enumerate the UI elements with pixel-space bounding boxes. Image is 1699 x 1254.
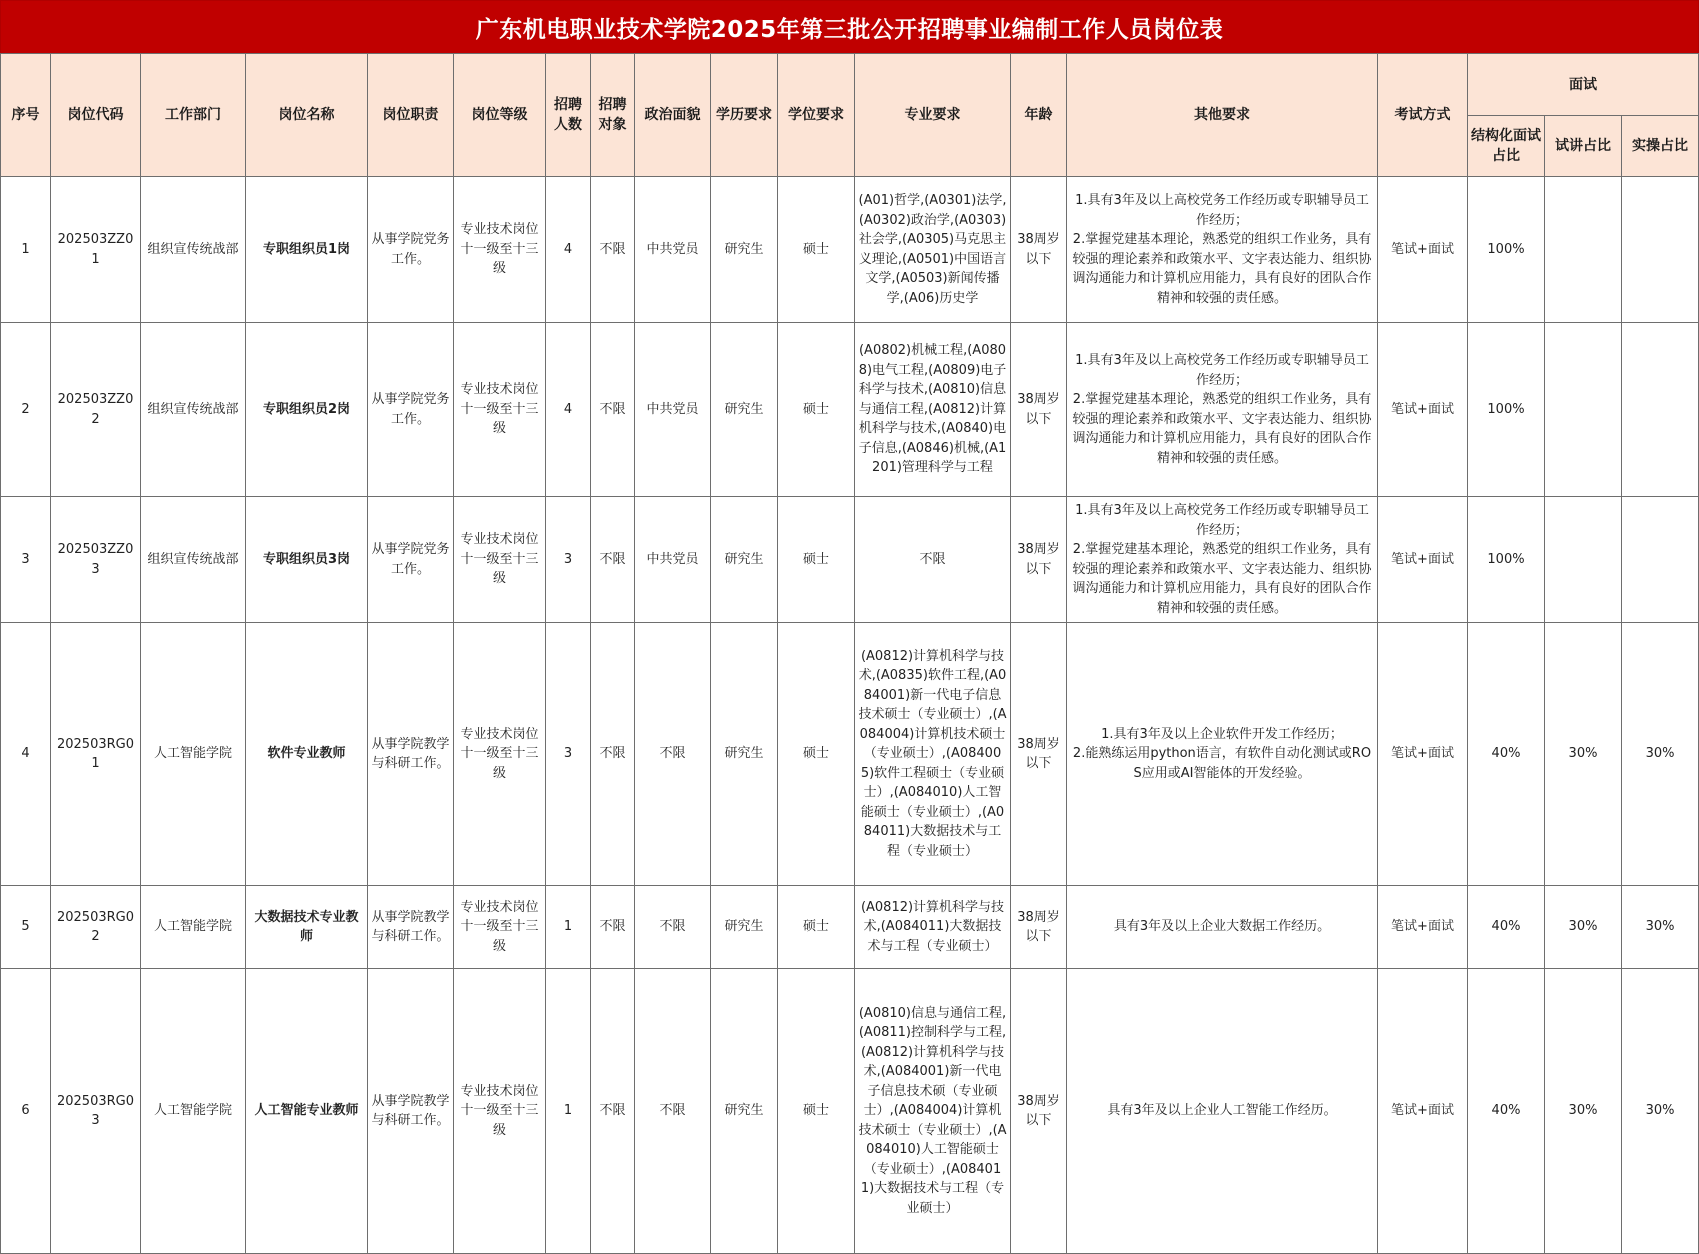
- cell-major: (A0810)信息与通信工程,(A0811)控制科学与工程,(A0812)计算机科学与技术,(A084001)新一代电子信息技术硕（专业硕士）,(A084004)计算机技术硕士（专业硕士）,(A084010)人工智能硕士（专业硕士）,(A084011)大数据技术与工程（专业硕士）: [855, 969, 1011, 1254]
- cell-other: 1.具有3年及以上高校党务工作经历或专职辅导员工作经历； 2.掌握党建基本理论，熟悉党的组织工作业务，具有较强的理论素养和政策水平、文字表达能力、组织协调沟通能力和计算机应用能力，具有良好的团队合作精神和较强的责任感。: [1067, 177, 1378, 323]
- cell-exam: 笔试+面试: [1378, 497, 1468, 623]
- cell-practical: 30%: [1622, 969, 1699, 1254]
- cell-seq: 5: [1, 886, 51, 969]
- cell-structured: 40%: [1468, 623, 1545, 886]
- header-name: 岗位名称: [246, 54, 368, 177]
- cell-seq: 2: [1, 323, 51, 497]
- cell-dept: 组织宣传统战部: [141, 177, 246, 323]
- header-structured: 结构化面试占比: [1468, 116, 1545, 177]
- cell-duty: 从事学院教学与科研工作。: [368, 623, 454, 886]
- cell-code: 202503ZZ02: [51, 323, 141, 497]
- cell-dept: 人工智能学院: [141, 623, 246, 886]
- header-dept: 工作部门: [141, 54, 246, 177]
- cell-lecture: [1545, 323, 1622, 497]
- sheet-title: 广东机电职业技术学院2025年第三批公开招聘事业编制工作人员岗位表: [0, 0, 1699, 54]
- cell-other: 具有3年及以上企业大数据工作经历。: [1067, 886, 1378, 969]
- cell-practical: [1622, 497, 1699, 623]
- cell-target: 不限: [591, 323, 635, 497]
- cell-duty: 从事学院教学与科研工作。: [368, 886, 454, 969]
- cell-politics: 中共党员: [635, 323, 711, 497]
- cell-structured: 100%: [1468, 177, 1545, 323]
- cell-major: (A0802)机械工程,(A0808)电气工程,(A0809)电子科学与技术,(A0810)信息与通信工程,(A0812)计算机科学与技术,(A0840)电子信息,(A0846)机械,(A1201)管理科学与工程: [855, 323, 1011, 497]
- table-row: [1, 969, 1699, 1254]
- cell-degree: 硕士: [778, 177, 855, 323]
- cell-code: 202503RG01: [51, 623, 141, 886]
- table-row: [1, 177, 1699, 323]
- cell-duty: 从事学院党务工作。: [368, 497, 454, 623]
- cell-job-name[interactable]: 大数据技术专业教师: [246, 886, 368, 969]
- cell-seq: 4: [1, 623, 51, 886]
- table-row: [1, 623, 1699, 886]
- header-duty: 岗位职责: [368, 54, 454, 177]
- cell-exam: 笔试+面试: [1378, 886, 1468, 969]
- header-practical: 实操占比: [1622, 116, 1699, 177]
- table-row: [1, 886, 1699, 969]
- cell-job-name[interactable]: 专职组织员1岗: [246, 177, 368, 323]
- cell-practical: [1622, 177, 1699, 323]
- header-age: 年龄: [1011, 54, 1067, 177]
- header-target: 招聘对象: [591, 54, 635, 177]
- cell-education: 研究生: [711, 497, 778, 623]
- cell-degree: 硕士: [778, 886, 855, 969]
- positions-table: [0, 53, 1699, 1254]
- cell-count: 1: [546, 886, 591, 969]
- cell-duty: 从事学院党务工作。: [368, 177, 454, 323]
- cell-dept: 组织宣传统战部: [141, 323, 246, 497]
- cell-structured: 40%: [1468, 886, 1545, 969]
- cell-seq: 1: [1, 177, 51, 323]
- cell-target: 不限: [591, 886, 635, 969]
- cell-degree: 硕士: [778, 969, 855, 1254]
- header-degree: 学位要求: [778, 54, 855, 177]
- cell-structured: 40%: [1468, 969, 1545, 1254]
- cell-lecture: 30%: [1545, 623, 1622, 886]
- cell-lecture: 30%: [1545, 969, 1622, 1254]
- cell-lecture: [1545, 177, 1622, 323]
- cell-seq: 6: [1, 969, 51, 1254]
- cell-dept: 人工智能学院: [141, 886, 246, 969]
- cell-code: 202503RG03: [51, 969, 141, 1254]
- cell-major: (A0812)计算机科学与技术,(A0835)软件工程,(A084001)新一代电子信息技术硕士（专业硕士）,(A084004)计算机技术硕士（专业硕士）,(A084005)软件工程硕士（专业硕士）,(A084010)人工智能硕士（专业硕士）,(A084011)大数据技术与工程（专业硕士）: [855, 623, 1011, 886]
- cell-other: 具有3年及以上企业人工智能工作经历。: [1067, 969, 1378, 1254]
- header-seq: 序号: [1, 54, 51, 177]
- cell-age: 38周岁以下: [1011, 497, 1067, 623]
- header-lecture: 试讲占比: [1545, 116, 1622, 177]
- cell-count: 4: [546, 323, 591, 497]
- cell-practical: [1622, 323, 1699, 497]
- cell-politics: 不限: [635, 969, 711, 1254]
- cell-age: 38周岁以下: [1011, 969, 1067, 1254]
- cell-major: (A0812)计算机科学与技术,(A084011)大数据技术与工程（专业硕士）: [855, 886, 1011, 969]
- cell-job-name[interactable]: 专职组织员2岗: [246, 323, 368, 497]
- cell-job-name[interactable]: 软件专业教师: [246, 623, 368, 886]
- cell-job-name[interactable]: 人工智能专业教师: [246, 969, 368, 1254]
- cell-lecture: 30%: [1545, 886, 1622, 969]
- header-education: 学历要求: [711, 54, 778, 177]
- cell-politics: 中共党员: [635, 177, 711, 323]
- header-politics: 政治面貌: [635, 54, 711, 177]
- cell-structured: 100%: [1468, 497, 1545, 623]
- cell-level: 专业技术岗位十一级至十三级: [454, 623, 546, 886]
- cell-level: 专业技术岗位十一级至十三级: [454, 886, 546, 969]
- cell-practical: 30%: [1622, 886, 1699, 969]
- cell-duty: 从事学院教学与科研工作。: [368, 969, 454, 1254]
- cell-age: 38周岁以下: [1011, 177, 1067, 323]
- cell-age: 38周岁以下: [1011, 886, 1067, 969]
- cell-code: 202503ZZ01: [51, 177, 141, 323]
- header-code: 岗位代码: [51, 54, 141, 177]
- cell-major: (A01)哲学,(A0301)法学,(A0302)政治学,(A0303)社会学,(A0305)马克思主义理论,(A0501)中国语言文学,(A0503)新闻传播学,(A06)历史学: [855, 177, 1011, 323]
- cell-count: 3: [546, 497, 591, 623]
- cell-target: 不限: [591, 623, 635, 886]
- cell-other: 1.具有3年及以上企业软件开发工作经历； 2.能熟练运用python语言，有软件自动化测试或ROS应用或AI智能体的开发经验。: [1067, 623, 1378, 886]
- cell-lecture: [1545, 497, 1622, 623]
- cell-code: 202503ZZ03: [51, 497, 141, 623]
- cell-count: 4: [546, 177, 591, 323]
- header-exam: 考试方式: [1378, 54, 1468, 177]
- cell-politics: 不限: [635, 623, 711, 886]
- cell-target: 不限: [591, 497, 635, 623]
- cell-major: 不限: [855, 497, 1011, 623]
- cell-degree: 硕士: [778, 497, 855, 623]
- cell-education: 研究生: [711, 323, 778, 497]
- cell-dept: 人工智能学院: [141, 969, 246, 1254]
- cell-job-name[interactable]: 专职组织员3岗: [246, 497, 368, 623]
- cell-level: 专业技术岗位十一级至十三级: [454, 323, 546, 497]
- cell-structured: 100%: [1468, 323, 1545, 497]
- cell-target: 不限: [591, 969, 635, 1254]
- table-row: [1, 323, 1699, 497]
- cell-duty: 从事学院党务工作。: [368, 323, 454, 497]
- cell-dept: 组织宣传统战部: [141, 497, 246, 623]
- header-row-top: [1, 54, 1699, 116]
- cell-exam: 笔试+面试: [1378, 623, 1468, 886]
- header-count: 招聘人数: [546, 54, 591, 177]
- header-other: 其他要求: [1067, 54, 1378, 177]
- cell-count: 3: [546, 623, 591, 886]
- cell-practical: 30%: [1622, 623, 1699, 886]
- cell-other: 1.具有3年及以上高校党务工作经历或专职辅导员工作经历； 2.掌握党建基本理论，熟悉党的组织工作业务，具有较强的理论素养和政策水平、文字表达能力、组织协调沟通能力和计算机应用能力，具有良好的团队合作精神和较强的责任感。: [1067, 323, 1378, 497]
- cell-code: 202503RG02: [51, 886, 141, 969]
- cell-age: 38周岁以下: [1011, 323, 1067, 497]
- cell-politics: 不限: [635, 886, 711, 969]
- cell-other: 1.具有3年及以上高校党务工作经历或专职辅导员工作经历； 2.掌握党建基本理论，熟悉党的组织工作业务，具有较强的理论素养和政策水平、文字表达能力、组织协调沟通能力和计算机应用能力，具有良好的团队合作精神和较强的责任感。: [1067, 497, 1378, 623]
- cell-degree: 硕士: [778, 623, 855, 886]
- header-major: 专业要求: [855, 54, 1011, 177]
- cell-degree: 硕士: [778, 323, 855, 497]
- cell-education: 研究生: [711, 177, 778, 323]
- cell-education: 研究生: [711, 886, 778, 969]
- cell-level: 专业技术岗位十一级至十三级: [454, 497, 546, 623]
- cell-exam: 笔试+面试: [1378, 969, 1468, 1254]
- header-level: 岗位等级: [454, 54, 546, 177]
- cell-exam: 笔试+面试: [1378, 323, 1468, 497]
- cell-education: 研究生: [711, 623, 778, 886]
- cell-exam: 笔试+面试: [1378, 177, 1468, 323]
- cell-target: 不限: [591, 177, 635, 323]
- cell-age: 38周岁以下: [1011, 623, 1067, 886]
- cell-count: 1: [546, 969, 591, 1254]
- cell-level: 专业技术岗位十一级至十三级: [454, 969, 546, 1254]
- cell-seq: 3: [1, 497, 51, 623]
- cell-level: 专业技术岗位十一级至十三级: [454, 177, 546, 323]
- header-interview: 面试: [1468, 54, 1699, 116]
- table-row: [1, 497, 1699, 623]
- cell-politics: 中共党员: [635, 497, 711, 623]
- cell-education: 研究生: [711, 969, 778, 1254]
